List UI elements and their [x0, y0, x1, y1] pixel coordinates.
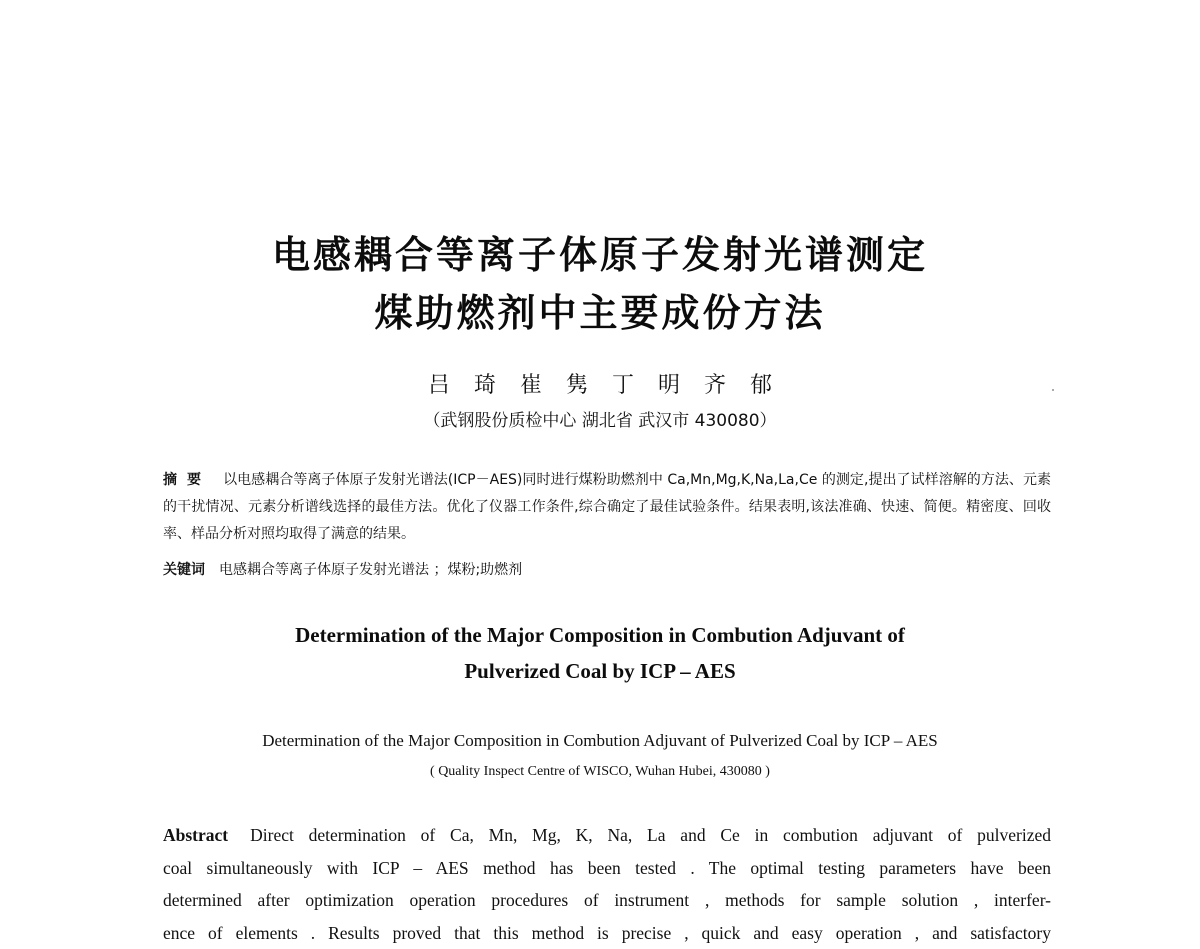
chinese-title-line-1: 电感耦合等离子体原子发射光谱测定: [0, 224, 1200, 279]
abstract-chinese: [163, 467, 1051, 548]
scan-speck: [1052, 389, 1054, 391]
author-char: 郁: [750, 368, 772, 399]
author-char: 吕: [428, 368, 450, 399]
abstract-chinese-text: 以电感耦合等离子体原子发射光谱法(ICP－AES)同时进行煤粉助燃剂中 Ca,Mn,Mg,K,Na,La,Ce 的测定,提出了试样溶解的方法、元素的干扰情况、元素分析谱线选择的最佳方法。优化了仪器工作条件,综合确定了最佳试验条件。结果表明,该法准确、快速、简便。精密度、回收率、样品分析对照均取得了满意的结果。: [163, 472, 1051, 542]
abstract-english-line: determined after optimization operation procedures of instrument , methods for sample solution , interfer-: [163, 884, 1051, 917]
abstract-english: [163, 819, 1051, 949]
author-char: 隽: [566, 368, 588, 399]
english-title-line-2: Pulverized Coal by ICP – AES: [0, 653, 1200, 689]
author-char: 崔: [520, 368, 542, 399]
abstract-english-line: ence of elements . Results proved that this method is precise , quick and easy operation , and satisfactory: [163, 917, 1051, 949]
author-char: 明: [658, 368, 680, 399]
english-title-line-1: Determination of the Major Composition in Combution Adjuvant of: [0, 617, 1200, 653]
abstract-english-line: coal simultaneously with ICP – AES method has been tested . The optimal testing parameters have been: [163, 852, 1051, 885]
abstract-english-label: Abstract: [163, 825, 228, 845]
author-char: 齐: [704, 368, 726, 399]
keywords-chinese: [163, 557, 1051, 584]
author-char: 丁: [612, 368, 634, 399]
keywords-text: 电感耦合等离子体原子发射光谱法 ；煤粉;助燃剂: [219, 562, 522, 578]
keywords-label: 关键词: [163, 562, 205, 578]
chinese-title-line-2: 煤助燃剂中主要成份方法: [0, 282, 1200, 337]
affiliation-chinese: （武钢股份质检中心 湖北省 武汉市 430080）: [0, 406, 1200, 431]
abstract-english-text: Direct determination of Ca, Mn, Mg, K, Na, La and Ce in combution adjuvant of pulverized: [250, 825, 1051, 845]
english-affiliation: ( Quality Inspect Centre of WISCO, Wuhan Hubei, 430080 ): [0, 764, 1200, 780]
abstract-chinese-label: 摘要: [163, 472, 211, 488]
abstract-english-line: [163, 819, 1051, 852]
english-subtitle: Determination of the Major Composition in Combution Adjuvant of Pulverized Coal by ICP – AES: [0, 731, 1200, 751]
author-list: [0, 368, 1200, 399]
author-char: 琦: [474, 368, 496, 399]
